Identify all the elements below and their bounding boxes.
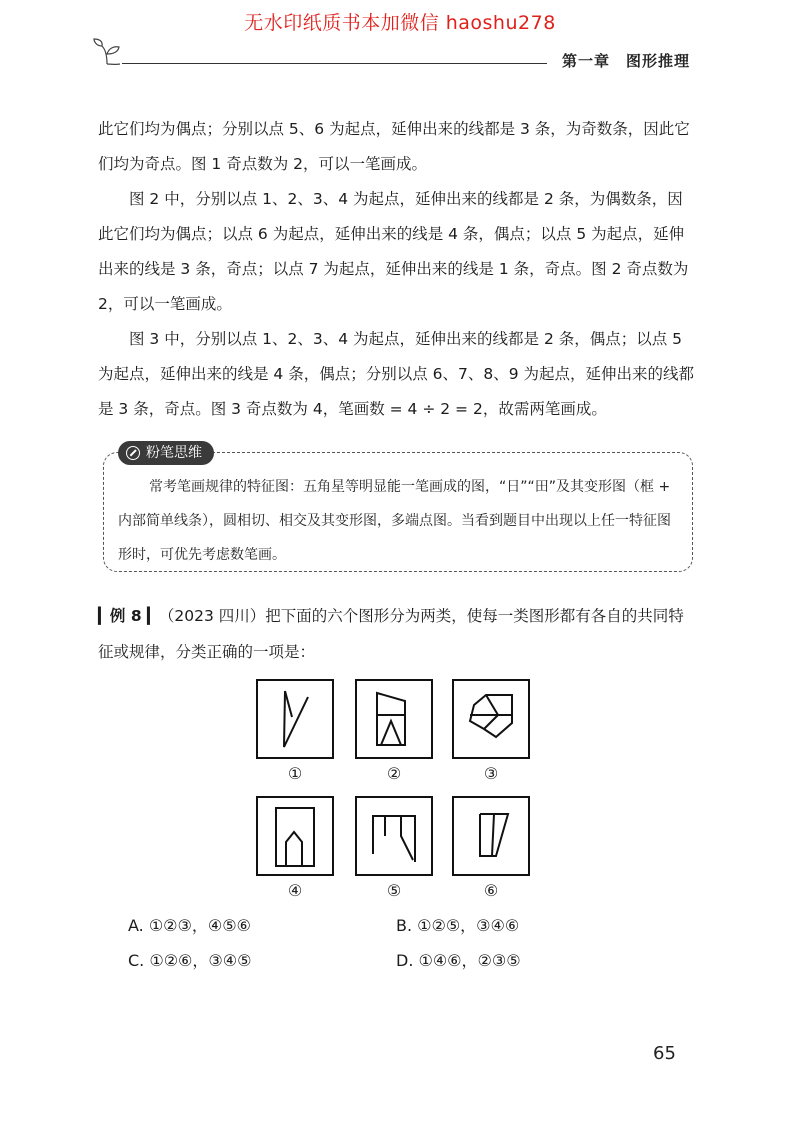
leaf-icon (92, 38, 122, 66)
figure-4 (256, 796, 334, 876)
header-rule (122, 63, 547, 64)
figure-2-label: ② (386, 764, 402, 783)
option-b[interactable]: B. ①②⑤，③④⑥ (396, 916, 520, 935)
option-a[interactable]: A. ①②③，④⑤⑥ (128, 916, 251, 935)
figure-3 (452, 679, 530, 759)
figure-5 (355, 796, 433, 876)
figure-6 (452, 796, 530, 876)
figure-5-label: ⑤ (386, 881, 402, 900)
pencil-circle-icon (126, 446, 140, 460)
paragraph-2: 图 2 中，分别以点 1、2、3、4 为起点，延伸出来的线都是 2 条，为偶数条，因此它们均为偶点；以点 6 为起点，延伸出来的线是 4 条，偶点；以点 5 为起点，延伸出来的线是 3 条，奇点；以点 7 为起点，延伸出来的线是 1 条，奇点。图 2 奇点数为 2，可以一笔画成。 (98, 190, 689, 313)
figure-2 (355, 679, 433, 759)
paragraph-1: 此它们均为偶点；分别以点 5、6 为起点，延伸出来的线都是 3 条，为奇数条，因此它们均为奇点。图 1 奇点数为 2，可以一笔画成。 (98, 120, 690, 173)
watermark: 无水印纸质书本加微信 haoshu278 (244, 12, 556, 34)
paragraph-3: 图 3 中，分别以点 1、2、3、4 为起点，延伸出来的线都是 2 条，偶点；以点 5 为起点，延伸出来的线是 4 条，偶点；分别以点 6、7、8、9 为起点，延伸出来的线都是 3 条，奇点。图 3 奇点数为 4，笔画数 = 4 ÷ 2 = 2，故需两笔画成。 (98, 330, 695, 418)
figure-1-label: ① (287, 764, 303, 783)
example-question (98, 598, 698, 670)
chapter-header (562, 50, 690, 71)
think-title: 粉笔思维 (146, 445, 202, 461)
figure-3-label: ③ (483, 764, 499, 783)
figure-4-label: ④ (287, 881, 303, 900)
chapter-title: 图形推理 (626, 52, 691, 70)
example-text: （2023 四川）把下面的六个图形分为两类，使每一类图形都有各自的共同特征或规律，分类正确的一项是： (98, 607, 684, 661)
figure-1 (256, 679, 334, 759)
page-number: 65 (653, 1043, 676, 1064)
option-c[interactable]: C. ①②⑥，③④⑤ (128, 951, 252, 970)
example-label: ▎例 8 ▎ (98, 607, 159, 625)
think-title-badge (118, 441, 214, 465)
option-d[interactable]: D. ①④⑥，②③⑤ (396, 951, 521, 970)
think-text: 常考笔画规律的特征图：五角星等明显能一笔画成的图，“日”“田”及其变形图（框 + 内部简单线条），圆相切、相交及其变形图，多端点图。当看到题目中出现以上任一特征图形时，可优先考虑数笔画。 (118, 479, 671, 563)
chapter-number: 第一章 (562, 52, 611, 70)
figure-6-label: ⑥ (483, 881, 499, 900)
